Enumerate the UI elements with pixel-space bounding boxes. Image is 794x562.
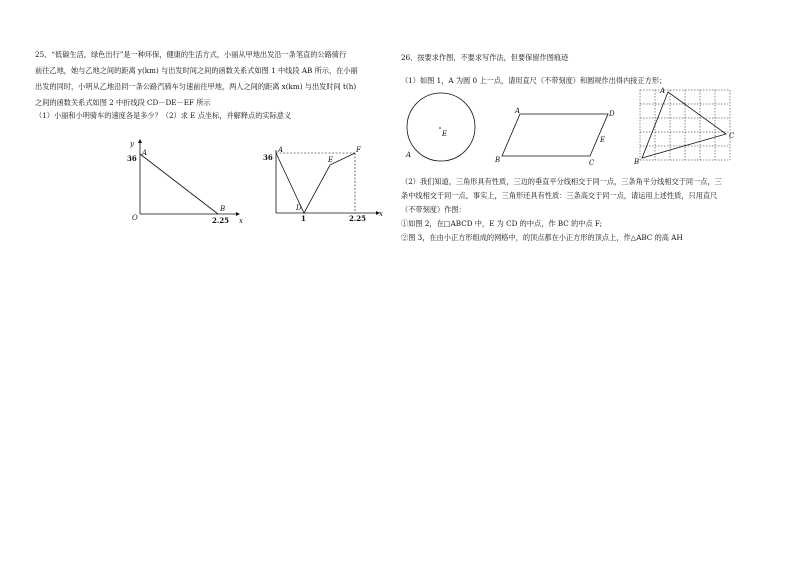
center-e-label: E	[442, 130, 448, 138]
y-tick-36: 36	[263, 153, 273, 162]
vertex-c-label: C	[589, 159, 595, 166]
q26-part2-line1: （2）我们知道，三角形具有性质，三边的垂直平分线相交于同一点，三条角平分线相交于同一点，三	[401, 177, 722, 186]
q26-part2-line3: （不带刻度）作图：	[401, 205, 466, 214]
q26-parallelogram-figure	[494, 104, 616, 166]
vertex-d-label: D	[609, 110, 615, 118]
point-a-label: A	[142, 149, 148, 157]
q25-line1: 25、“低碳生活，绿色出行”是一种环保，健康的生活方式，小丽从甲地出发沿一条笔直的公路骑行	[35, 50, 347, 59]
q25-line5: （1）小丽和小明骑车的速度各是多少？（2）求 E 点坐标，并解释点的实际意义	[35, 111, 292, 120]
x-tick-1: 1	[301, 214, 306, 223]
q25-figure-1	[118, 136, 248, 226]
polyline-cdef	[276, 153, 355, 213]
q26-item2: ②图 3，在由小正方形组成的网格中，的顶点都在小正方形的顶点上，作△ABC 的高 AH	[401, 233, 683, 242]
point-f-label: F	[356, 146, 361, 154]
y-tick-36: 36	[127, 154, 137, 163]
vertex-a-label: A	[660, 87, 666, 95]
q26-grid-figure	[630, 84, 742, 168]
q25-line2: 前往乙地，她与乙地之间的距离 y(km) 与出发时间之间的函数关系式如图 1 中线段 AB 所示，在小丽	[35, 66, 358, 75]
x-tick-2-25: 2.25	[349, 214, 367, 223]
q26-item1: ①如图 2，在□ABCD 中，E 为 CD 的中点，作 BC 的中点 F;	[401, 219, 603, 228]
vertex-c-label: C	[729, 132, 735, 140]
point-a-label: A	[278, 146, 284, 154]
vertex-b-label: B	[634, 158, 640, 166]
q26-part1: （1）如图 1，A 为圆 0 上一点，请用直尺（不带刻度）和圆规作出得内接正方形；	[401, 76, 667, 85]
x-axis-label: x	[239, 217, 243, 225]
x-tick-2-25: 2.25	[212, 216, 230, 225]
triangle-abc	[642, 92, 726, 158]
segment-ab	[140, 154, 218, 214]
point-d-label: D	[296, 204, 302, 212]
q25-figure-2	[258, 140, 388, 230]
point-e-label: E	[600, 136, 606, 144]
q25-line3: 出发的同时，小明从乙地沿同一条公路汽骑车匀速前往甲地，两人之间的距离 x(km) 与出发时间 t(h)	[35, 82, 357, 91]
point-e-label: E	[328, 156, 334, 164]
point-a-label: A	[406, 151, 412, 159]
x-axis-label: x	[379, 210, 383, 218]
origin-label: O	[132, 214, 138, 222]
vertex-b-label: B	[495, 156, 501, 164]
y-axis-label: y	[130, 140, 134, 148]
q25-line4: 之间的函数关系式如图 2 中折线段 CD－DE－EF 所示	[35, 98, 211, 107]
q26-title: 26、按要求作图，不要求写作法，但要保留作图痕迹	[401, 53, 569, 62]
q26-part2-line2: 条中线相交于同一点，事实上，三角形还具有性质：三条高交于同一点，请运用上述性质，只用直尺	[401, 191, 718, 200]
point-b-label: B	[220, 205, 226, 213]
q26-circle-figure	[400, 92, 482, 164]
vertex-a-label: A	[515, 107, 521, 115]
